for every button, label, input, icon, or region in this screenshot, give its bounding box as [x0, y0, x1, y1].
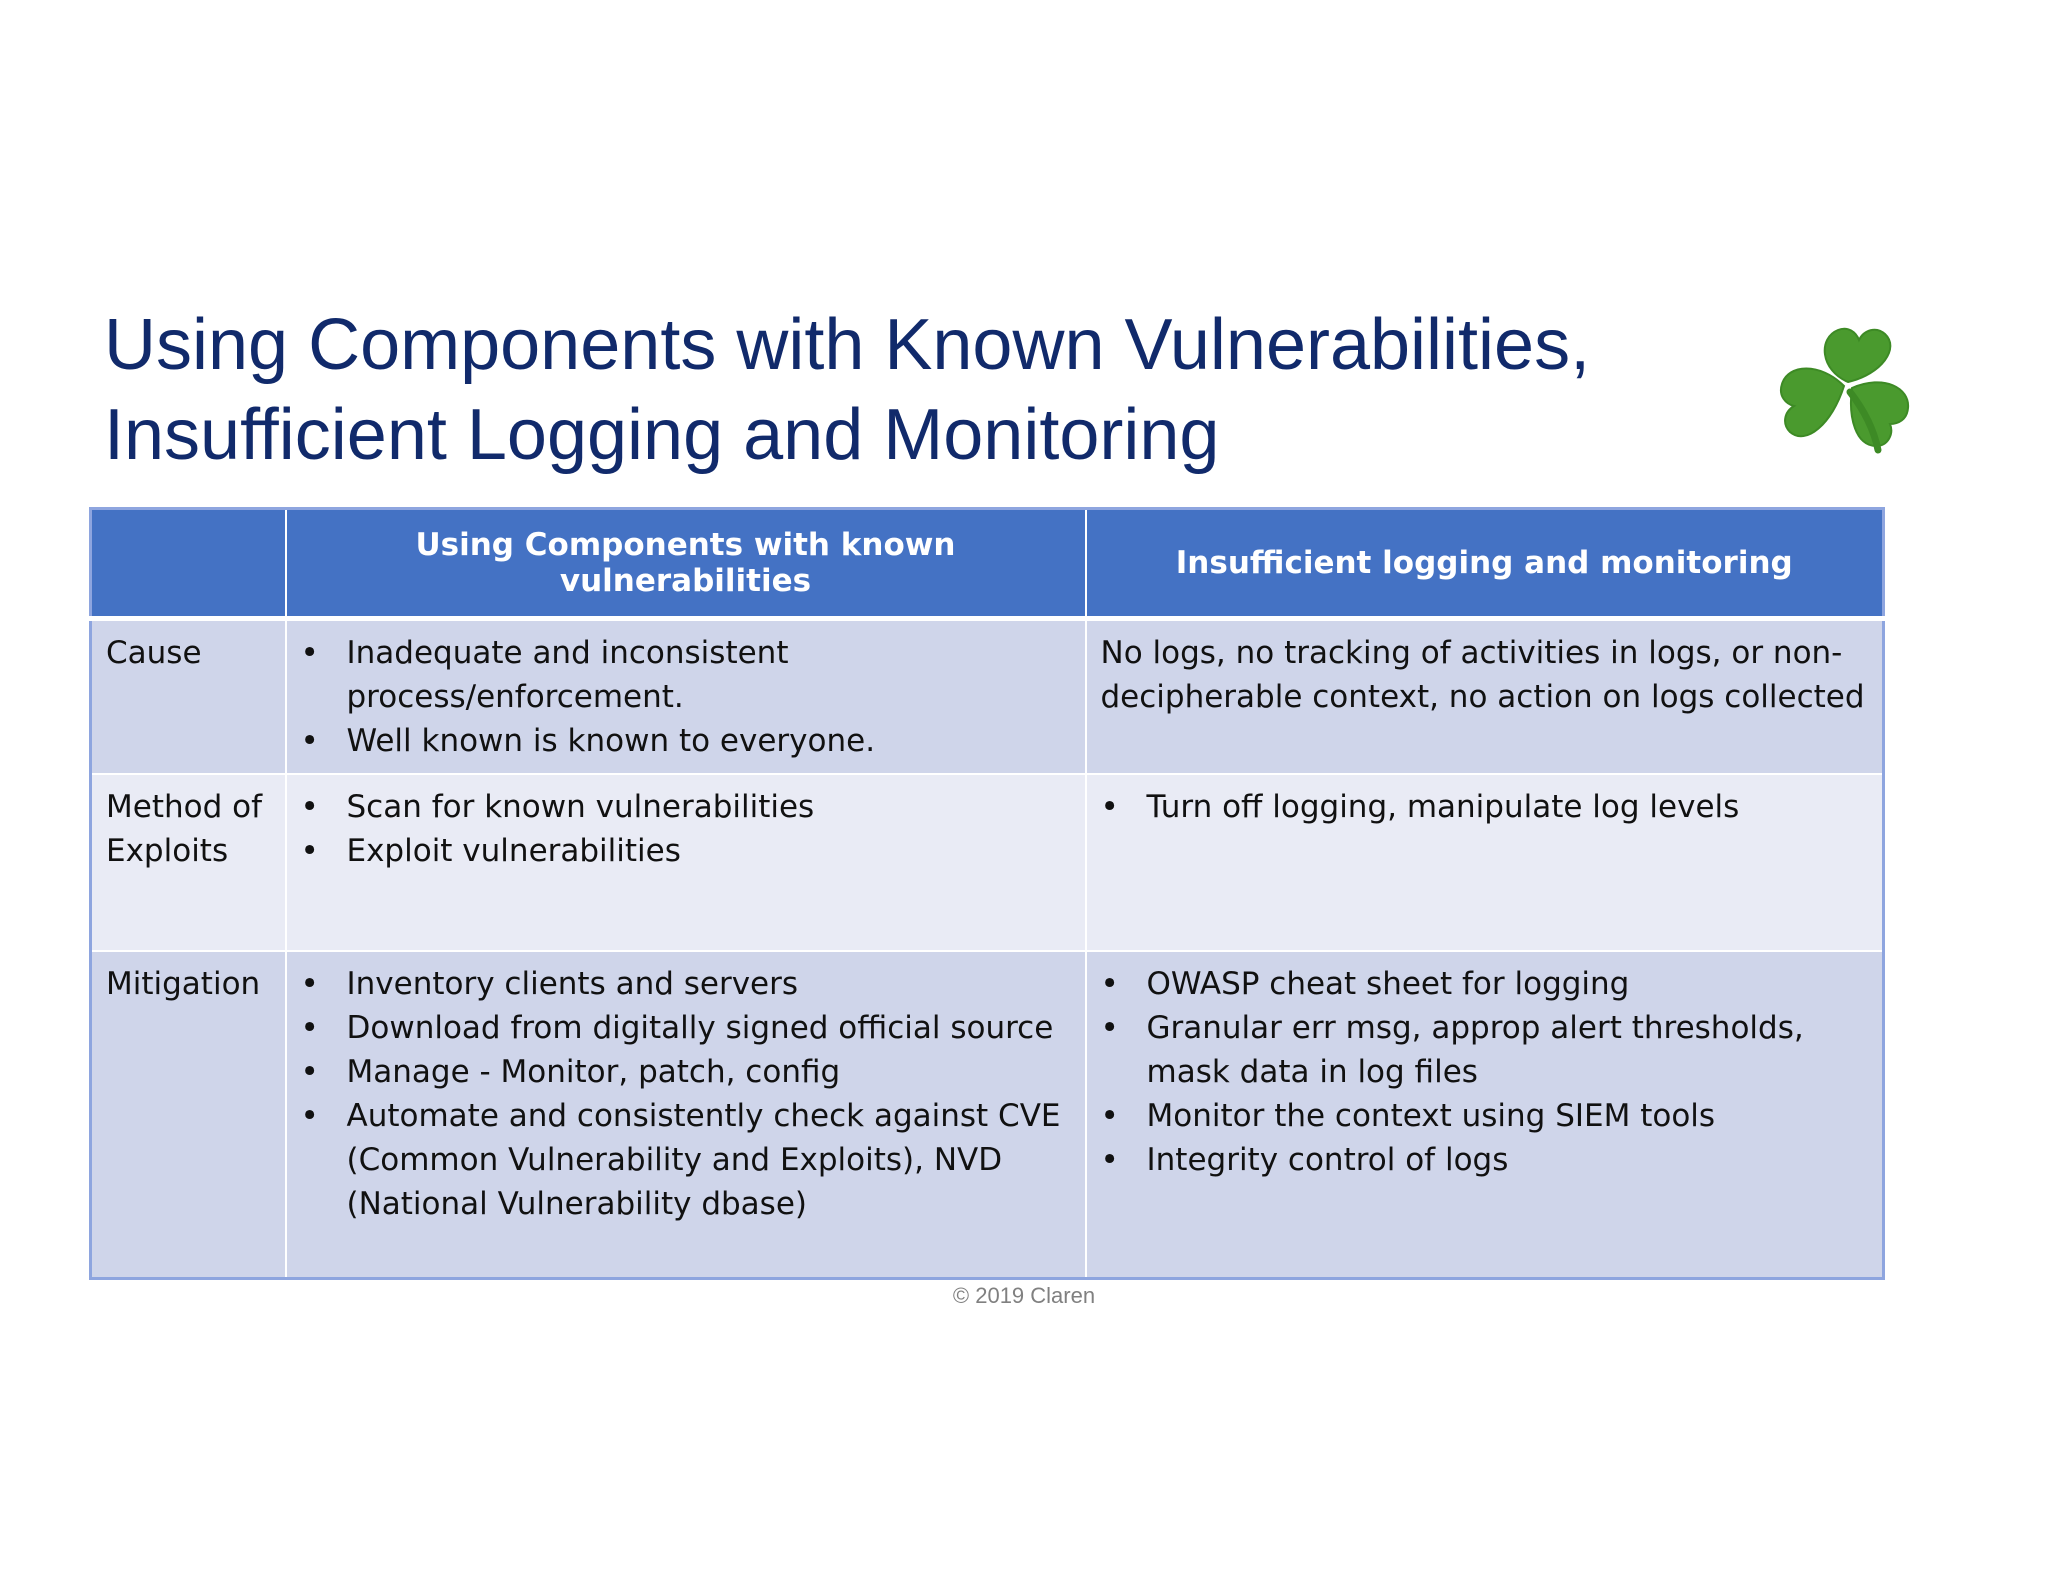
mitigation-logging-cell	[1086, 951, 1884, 1279]
cause-components-cell	[286, 619, 1086, 775]
method-components-cell	[286, 774, 1086, 951]
method-logging-cell	[1086, 774, 1884, 951]
mitigation-components-list	[301, 962, 1071, 1226]
list-item: • Granular err msg, approp alert thresholds, mask data in log files	[1101, 1006, 1869, 1094]
list-item: • Download from digitally signed official source	[301, 1006, 1071, 1050]
copyright-footer: © 2019 Claren	[952, 1283, 1096, 1308]
cause-logging-cell: No logs, no tracking of activities in logs, or non-decipherable context, no action on logs collected	[1086, 619, 1884, 775]
table-row-cause	[91, 619, 1884, 775]
title-line-1: Using Components with Known Vulnerabilities,	[104, 305, 1591, 385]
list-item: • Turn off logging, manipulate log levels	[1101, 785, 1869, 829]
table-header-row	[91, 509, 1884, 619]
mitigation-components-cell	[286, 951, 1086, 1279]
list-item: • Scan for known vulnerabilities	[301, 785, 1071, 829]
vulnerability-table	[89, 507, 1885, 1280]
list-item: • Inventory clients and servers	[301, 962, 1071, 1006]
mitigation-logging-list	[1101, 962, 1869, 1182]
slide-title	[104, 300, 1744, 480]
method-components-list	[301, 785, 1071, 873]
method-logging-list	[1101, 785, 1869, 829]
list-item: • Inadequate and inconsistent process/enforcement.	[301, 631, 1071, 719]
shamrock-icon	[1760, 300, 1930, 460]
list-item: • Automate and consistently check against CVE (Common Vulnerability and Exploits), NVD (National Vulnerability dbase)	[301, 1094, 1071, 1226]
table-row-mitigation	[91, 951, 1884, 1279]
list-item: • Monitor the context using SIEM tools	[1101, 1094, 1869, 1138]
cause-components-list	[301, 631, 1071, 763]
table-row-method	[91, 774, 1884, 951]
row-label-cause: Cause	[91, 619, 286, 775]
list-item: • Well known is known to everyone.	[301, 719, 1071, 763]
title-line-2: Insufficient Logging and Monitoring	[104, 395, 1220, 475]
header-empty-cell	[91, 509, 286, 619]
list-item: • Exploit vulnerabilities	[301, 829, 1071, 873]
row-label-method: Method of Exploits	[91, 774, 286, 951]
header-logging: Insufficient logging and monitoring	[1086, 509, 1884, 619]
row-label-mitigation: Mitigation	[91, 951, 286, 1279]
list-item: • Integrity control of logs	[1101, 1138, 1869, 1182]
list-item: • Manage - Monitor, patch, config	[301, 1050, 1071, 1094]
header-components: Using Components with known vulnerabilities	[286, 509, 1086, 619]
list-item: • OWASP cheat sheet for logging	[1101, 962, 1869, 1006]
